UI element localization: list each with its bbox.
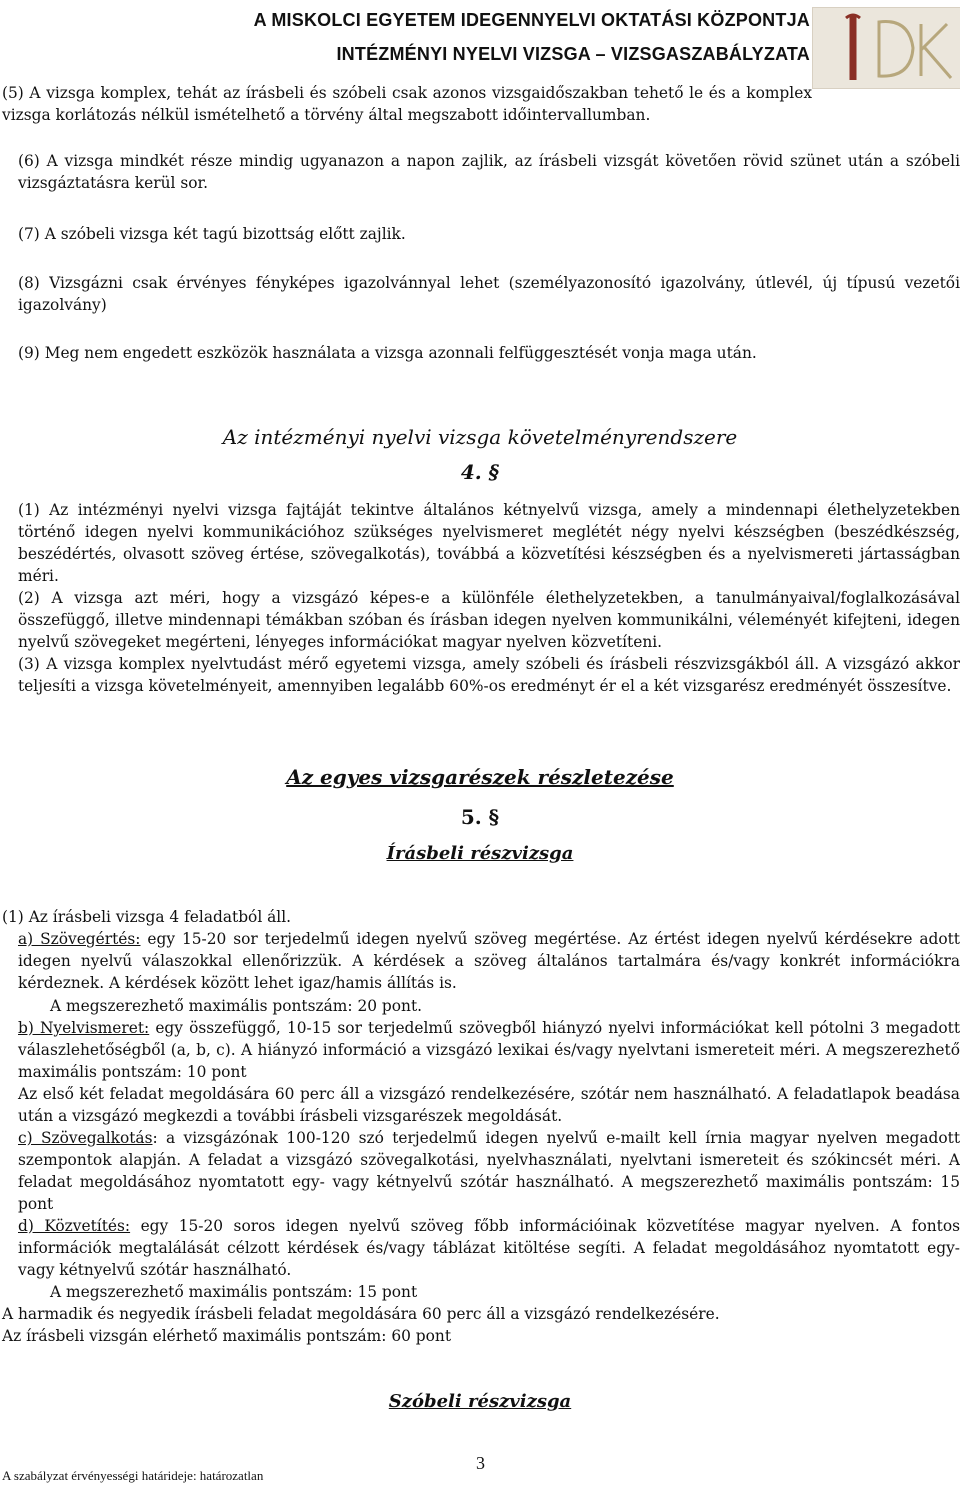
paragraph-7: (7) A szóbeli vizsga két tagú bizottság előtt zajlik.: [18, 225, 406, 243]
section-4-title: Az intézményi nyelvi vizsga követelményrendszere: [222, 425, 738, 449]
footer-validity: A szabályzat érvényességi határideje: határozatlan: [2, 1468, 264, 1483]
written-paragraph-1: (1) Az írásbeli vizsga 4 feladatból áll.: [2, 908, 292, 926]
header-subtitle: INTÉZMÉNYI NYELVI VIZSGA – VIZSGASZABÁLYZATA: [336, 44, 810, 64]
task-b-label: b) Nyelvismeret:: [18, 1019, 150, 1037]
oral-exam-heading: Szóbeli részvizsga: [388, 1391, 572, 1412]
paragraph-8: (8) Vizsgázni csak érvényes fényképes igazolvánnyal lehet (személyazonosító igazolvány, útlevél, új típusú vezetői igazolvány): [18, 274, 960, 314]
task-a: [18, 928, 960, 994]
paragraph-6: (6) A vizsga mindkét része mindig ugyanazon a napon zajlik, az írásbeli vizsgát követően rövid szünet után a szóbeli vizsgáztatásra kerül sor.: [18, 152, 960, 192]
task-d-points: A megszerezhető maximális pontszám: 15 pont: [50, 1283, 418, 1301]
page-number: 3: [476, 1453, 485, 1473]
task-b-text: egy összefüggő, 10-15 sor terjedelmű szövegből hiányzó nyelvi információkat kell pótolni 3 megadott válaszlehetőségből (a, b, c). A hiányzó információ a vizsgázó lexikai és/vagy nyelvtani ismereteit méri. A megszerezhető maximális pontszám: 10 pont: [18, 1019, 960, 1081]
task-c: [18, 1127, 960, 1215]
task-d: [18, 1215, 960, 1281]
task-b: [18, 1017, 960, 1083]
section-5-title: Az egyes vizsgarészek részletezése: [286, 765, 674, 789]
task-c-label: c) Szövegalkotás: [18, 1129, 153, 1147]
ok-logo: [812, 7, 960, 89]
section-4-paragraph-3: (3) A vizsga komplex nyelvtudást mérő egyetemi vizsga, amely szóbeli és írásbeli részvizsgákból áll. A vizsgázó akkor teljesíti a vizsga követelményeit, amennyiben legalább 60%-os eredményt ér el a két vizsgarész eredményét összesítve.: [18, 655, 960, 695]
task-c-text: : a vizsgázónak 100-120 szó terjedelmű idegen nyelvű e-mailt kell írnia magyar nyelven megadott szempontok alapján. A feladat a vizsgázó szövegalkotási, nyelvhasználati, nyelvtani ismereteit és szókincsét méri. A feladat megoldásához nyomtatott egy- vagy kétnyelvű szótár használható. A megszerezhető maximális pontszám: 15 pont: [18, 1129, 960, 1213]
task-a-text: egy 15-20 sor terjedelmű idegen nyelvű szöveg megértése. Az értést idegen nyelvű kérdésekre adott idegen nyelvű válaszokkal ellenőrizzük. A kérdések a szöveg általános tartalmára és/vagy konkrét információkra kérdeznek. A kérdések között lehet igaz/hamis állítás is.: [18, 930, 960, 992]
section-4-paragraph-1: (1) Az intézményi nyelvi vizsga fajtáját tekintve általános kétnyelvű vizsga, amely a mindennapi élethelyzetekben történő idegen nyelvi kommunikációhoz szükséges nyelvismeret meglétét négy nyelvi készségben (beszédkészség, beszédértés, olvasott szöveg értése, szövegalkotás), továbbá a közvetítési készségben és a nyelvismereti jártasságban méri.: [18, 501, 960, 585]
section-4-paragraph-2: (2) A vizsga azt méri, hogy a vizsgázó képes-e a különféle élethelyzetekben, a tanulmányaival/foglalkozásával összefüggő, illetve mindennapi témákban szóban és írásban idegen nyelven kommunikálni, véleményét kifejteni, idegen nyelvű szövegeket megérteni, lényeges információkat magyar nyelven közvetíteni.: [18, 589, 960, 651]
tasks-cd-time: A harmadik és negyedik írásbeli feladat megoldására 60 perc áll a vizsgázó rendelkezésére.: [2, 1305, 720, 1323]
header-title: A MISKOLCI EGYETEM IDEGENNYELVI OKTATÁSI KÖZPONTJA: [253, 10, 810, 30]
paragraph-9: (9) Meg nem engedett eszközök használata a vizsga azonnali felfüggesztését vonja maga után.: [18, 344, 757, 362]
tasks-ab-time: Az első két feladat megoldására 60 perc áll a vizsgázó rendelkezésére, szótár nem használható. A feladatlapok beadása után a vizsgázó megkezdi a további írásbeli vizsgarészek megoldását.: [18, 1085, 960, 1125]
task-d-text: egy 15-20 soros idegen nyelvű szöveg főbb információinak közvetítése magyar nyelven. A fontos információk megtalálását célzott kérdések és/vagy táblázat kitöltése segíti. A feladat megoldásához nyomtatott egy- vagy kétnyelvű szótár használható.: [18, 1217, 960, 1279]
section-4-number: 4. §: [460, 460, 500, 484]
section-5-number: 5. §: [460, 805, 500, 829]
task-a-points: A megszerezhető maximális pontszám: 20 pont.: [50, 997, 423, 1015]
paragraph-5: (5) A vizsga komplex, tehát az írásbeli és szóbeli csak azonos vizsgaidőszakban tehető le és a komplex vizsga korlátozás nélkül ismételhető a törvény által megszabott időintervallumban.: [2, 84, 812, 124]
written-total: Az írásbeli vizsgán elérhető maximális pontszám: 60 pont: [2, 1327, 452, 1345]
task-a-label: a) Szövegértés:: [18, 930, 141, 948]
task-d-label: d) Közvetítés:: [18, 1217, 131, 1235]
written-exam-heading: Írásbeli részvizsga: [386, 843, 574, 864]
